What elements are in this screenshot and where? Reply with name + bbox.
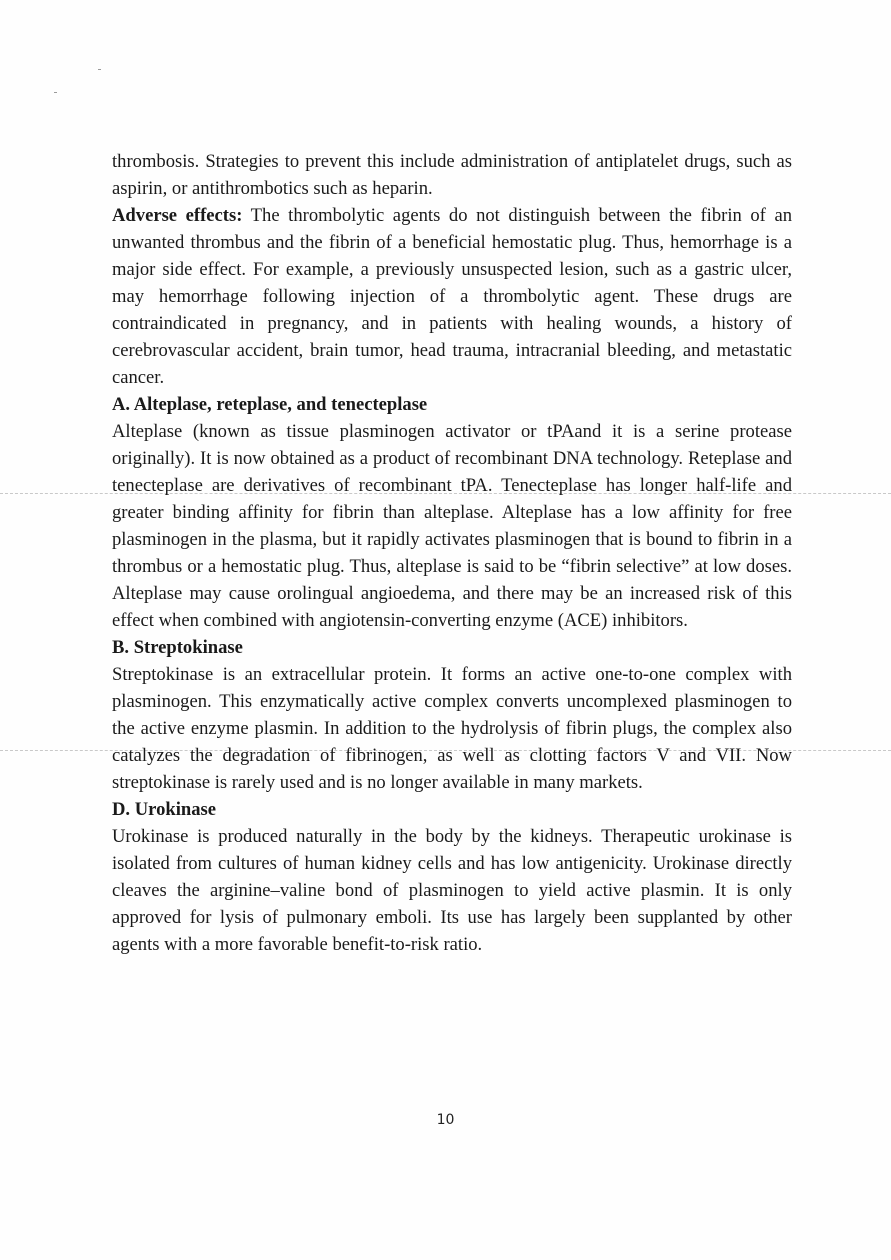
- section-heading-urokinase: D. Urokinase: [112, 799, 216, 820]
- scan-speck: [98, 69, 101, 70]
- paragraph-adverse-effects: [112, 202, 792, 391]
- adverse-effects-text: The thrombolytic agents do not distinguish between the fibrin of an unwanted thrombus and the fibrin of a beneficial hemostatic plug. Thus, hemorrhage is a major side effect. For example, a previously unsuspected lesion, such as a gastric ulcer, may hemorrhage following injection of a thrombolytic agent. These drugs are contraindicated in pregnancy, and in patients with healing wounds, a history of cerebrovascular accident, brain tumor, head trauma, intracranial bleeding, and metastatic cancer.: [112, 205, 792, 388]
- paragraph-urokinase: Urokinase is produced naturally in the body by the kidneys. Therapeutic urokinase is isolated from cultures of human kidney cells and has low antigenicity. Urokinase directly cleaves the arginine–valine bond of plasminogen to yield active plasmin. It is only approved for lysis of pulmonary emboli. Its use has largely been supplanted by other agents with a more favorable benefit-to-risk ratio.: [112, 826, 792, 955]
- page-number: 10: [436, 1112, 455, 1128]
- document-body: [112, 148, 792, 958]
- section-heading-streptokinase: B. Streptokinase: [112, 637, 243, 658]
- paragraph-streptokinase: Streptokinase is an extracellular protein. It forms an active one-to-one complex with plasminogen. This enzymatically active complex converts uncomplexed plasminogen to the active enzyme plasmin. In addition to the hydrolysis of fibrin plugs, the complex also catalyzes the degradation of fibrinogen, as well as clotting factors V and VII. Now streptokinase is rarely used and is no longer available in many markets.: [112, 664, 792, 793]
- paragraph-continuation: thrombosis. Strategies to prevent this include administration of antiplatelet drugs, such as aspirin, or antithrombotics such as heparin.: [112, 151, 792, 199]
- adverse-effects-label: Adverse effects:: [112, 205, 243, 226]
- section-heading-alteplase: A. Alteplase, reteplase, and tenecteplase: [112, 394, 428, 415]
- paragraph-alteplase: Alteplase (known as tissue plasminogen activator or tPAand it is a serine protease originally). It is now obtained as a product of recombinant DNA technology. Reteplase and tenecteplase are derivatives of recombinant tPA. Tenecteplase has longer half-life and greater binding affinity for fibrin than alteplase. Alteplase has a low affinity for free plasminogen in the plasma, but it rapidly activates plasminogen that is bound to fibrin in a thrombus or a hemostatic plug. Thus, alteplase is said to be “fibrin selective” at low doses. Alteplase may cause orolingual angioedema, and there may be an increased risk of this effect when combined with angiotensin-converting enzyme (ACE) inhibitors.: [112, 421, 792, 631]
- scan-speck: [54, 92, 57, 93]
